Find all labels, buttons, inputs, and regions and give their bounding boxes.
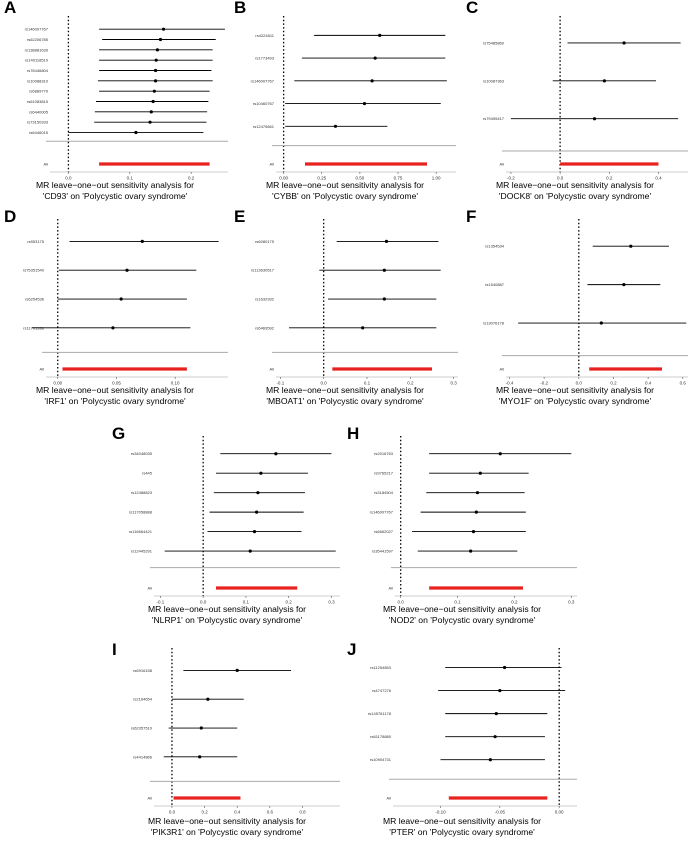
estimate-point	[603, 79, 606, 82]
forest-plot	[230, 205, 460, 385]
panel-letter: J	[347, 640, 357, 659]
estimate-point	[371, 79, 374, 82]
caption-line-2: 'PIK3R1' on 'Polycystic ovary syndrome'	[150, 826, 304, 837]
panel-i	[112, 632, 342, 841]
x-tick-label: 0.3	[328, 599, 335, 605]
forest-plot	[0, 0, 230, 180]
estimate-point	[152, 100, 155, 103]
x-tick-label: 0.00	[53, 380, 63, 386]
panel-letter: A	[4, 0, 17, 17]
estimate-point	[256, 491, 259, 494]
x-tick-label: 0.0	[65, 175, 72, 181]
forest-plot	[345, 420, 579, 604]
snp-label: rs3184504	[374, 490, 393, 496]
snp-label: rs10088310	[26, 78, 48, 84]
estimate-point	[383, 297, 386, 300]
panel-e	[230, 205, 460, 410]
estimate-point	[334, 125, 337, 128]
estimate-point	[111, 326, 114, 329]
estimate-point	[479, 472, 482, 475]
estimate-point	[385, 240, 388, 243]
x-tick-label: 0.3	[568, 599, 575, 605]
forest-plot	[230, 0, 460, 180]
estimate-point	[383, 269, 386, 272]
estimate-point	[629, 245, 632, 248]
caption-line-2: 'CD93' on 'Polycystic ovary syndrome'	[42, 190, 188, 201]
snp-label: rs6446015	[29, 130, 48, 136]
panel-j	[345, 632, 579, 841]
estimate-point	[154, 69, 157, 72]
x-tick-label: 0.2	[201, 809, 208, 815]
x-tick-label: 0.2	[407, 380, 414, 386]
estimate-point	[200, 726, 203, 729]
x-tick-label: 0.50	[355, 175, 365, 181]
caption-line-2: 'MYO1F' on 'Polycystic ovary syndrome'	[498, 395, 652, 406]
estimate-point	[503, 666, 506, 669]
x-tick-label: 0.0	[397, 599, 404, 605]
snp-label: rs116664421	[128, 529, 152, 535]
caption-line-1: MR leave−one−out sensitivity analysis for	[147, 816, 307, 826]
snp-label: rs2016763	[374, 451, 393, 457]
estimate-point	[374, 57, 377, 60]
caption-line-2: 'NLRP1' on 'Polycystic ovary syndrome'	[151, 614, 303, 625]
all-label: All	[499, 366, 504, 372]
all-label: All	[147, 795, 152, 801]
caption-line-2: 'DOCK8' on 'Polycystic ovary syndrome'	[498, 190, 652, 201]
forest-plot	[112, 632, 342, 816]
snp-label: rs140118519	[24, 57, 48, 63]
snp-label: rs61083815	[26, 99, 48, 105]
all-label: All	[147, 585, 152, 591]
x-tick-label: 1.00	[431, 175, 441, 181]
x-tick-label: 0.1	[126, 175, 133, 181]
snp-label: rs34048035	[130, 451, 152, 457]
x-tick-label: 0.0	[200, 599, 207, 605]
x-tick-label: 0.2	[606, 175, 613, 181]
panel-caption	[345, 604, 579, 625]
estimate-point	[150, 110, 153, 113]
snp-label: rs78446804	[26, 68, 48, 74]
estimate-point	[153, 90, 156, 93]
snp-label: rs75485860	[482, 40, 504, 46]
estimate-point	[378, 34, 381, 37]
snp-label: rs1632932	[255, 296, 274, 302]
estimate-point	[125, 269, 128, 272]
panel-d	[0, 205, 230, 410]
estimate-point	[489, 758, 492, 761]
panel-caption	[112, 604, 342, 625]
estimate-point	[249, 549, 252, 552]
forest-plot	[460, 0, 690, 180]
x-tick-label: 0.4	[645, 380, 652, 386]
all-label: All	[269, 366, 274, 372]
snp-label: rs146007767	[250, 78, 274, 84]
estimate-point	[134, 131, 137, 134]
snp-label: rs146007767	[24, 26, 48, 32]
caption-line-1: MR leave−one−out sensitivity analysis for	[265, 385, 425, 395]
forest-plot	[112, 420, 342, 604]
panel-caption	[230, 180, 460, 201]
forest-plot	[0, 205, 230, 385]
estimate-point	[162, 28, 165, 31]
estimate-point	[475, 511, 478, 514]
snp-label: rs113630517	[250, 267, 274, 273]
estimate-point	[206, 698, 209, 701]
estimate-point	[361, 326, 364, 329]
caption-line-1: MR leave−one−out sensitivity analysis for	[382, 816, 542, 826]
panel-caption	[460, 385, 690, 406]
panel-caption	[230, 385, 460, 406]
x-tick-label: 0.0	[320, 380, 327, 386]
x-tick-label: 0.1	[242, 599, 250, 605]
x-tick-label: 0.4	[655, 175, 662, 181]
snp-label: rs6662027	[374, 529, 393, 535]
x-tick-label: 0.10	[170, 380, 180, 386]
x-tick-label: -0.10	[435, 809, 446, 815]
estimate-point	[476, 491, 479, 494]
x-tick-label: 0.2	[610, 380, 617, 386]
panel-caption	[0, 385, 230, 406]
x-tick-label: 0.2	[511, 599, 518, 605]
caption-line-1: MR leave−one−out sensitivity analysis for	[265, 180, 425, 190]
x-tick-label: 0.2	[285, 599, 292, 605]
snp-label: rs35441597	[371, 548, 393, 554]
snp-label: rs138881639	[24, 47, 48, 53]
forest-plot	[460, 205, 690, 385]
snp-label: rs11254853	[370, 665, 391, 671]
snp-label: rs62357510	[130, 725, 152, 731]
panel-letter: I	[112, 640, 117, 659]
estimate-point	[154, 79, 157, 82]
panel-h	[345, 420, 579, 630]
x-tick-label: 0.6	[679, 380, 686, 386]
snp-label: rs13076178	[482, 320, 504, 326]
caption-line-2: 'PTER' on 'Polycystic ovary syndrome'	[389, 826, 535, 837]
panel-letter: F	[466, 207, 477, 226]
x-tick-label: 0.1	[363, 380, 371, 386]
estimate-point	[593, 117, 596, 120]
estimate-point	[120, 297, 123, 300]
x-tick-label: -0.1	[276, 380, 285, 386]
x-tick-label: -0.1	[156, 599, 165, 605]
estimate-point	[274, 452, 277, 455]
snp-label: rs117058888	[128, 509, 152, 515]
snp-label: rs62206785	[26, 37, 48, 43]
x-tick-label: 0.00	[279, 175, 289, 181]
snp-label: rs1540887	[485, 282, 504, 288]
caption-line-1: MR leave−one−out sensitivity analysis for	[35, 180, 195, 190]
x-tick-label: 0.0	[556, 175, 564, 181]
estimate-point	[469, 549, 472, 552]
x-tick-label: 0.6	[266, 809, 273, 815]
estimate-point	[236, 669, 239, 672]
panel-letter: B	[234, 0, 247, 17]
snp-label: rs6916158	[133, 667, 152, 673]
estimate-point	[255, 511, 258, 514]
estimate-point	[259, 472, 262, 475]
caption-line-1: MR leave−one−out sensitivity analysis for	[35, 385, 195, 395]
panel-caption	[345, 816, 579, 837]
snp-label: rs6469592	[255, 325, 274, 331]
snp-label: rs1354534	[485, 243, 504, 249]
estimate-point	[363, 102, 366, 105]
panel-f	[460, 205, 690, 410]
snp-label: rs75351540	[22, 267, 44, 273]
snp-label: rs1773493	[255, 55, 274, 61]
snp-label: rs10087363	[482, 78, 504, 84]
panel-a	[0, 0, 230, 205]
all-label: All	[386, 795, 391, 801]
x-tick-label: -0.05	[494, 809, 505, 815]
snp-label: rs10904731	[369, 757, 391, 763]
snp-label: rs12445291	[130, 548, 152, 554]
panel-letter: C	[466, 0, 479, 17]
estimate-point	[600, 321, 603, 324]
estimate-point	[472, 530, 475, 533]
x-tick-label: 0.3	[450, 380, 457, 386]
snp-label: rs146007767	[369, 509, 393, 515]
panel-caption	[112, 816, 342, 837]
snp-label: rs4224811	[255, 32, 274, 38]
estimate-point	[622, 41, 625, 44]
x-tick-label: 0.1	[454, 599, 461, 605]
snp-label: rs445	[141, 470, 152, 476]
all-label: All	[499, 161, 504, 167]
estimate-point	[156, 48, 159, 51]
snp-label: rs11701286	[23, 325, 44, 331]
x-tick-label: 0.25	[317, 175, 327, 181]
x-tick-label: 0.2	[188, 175, 195, 181]
estimate-point	[493, 735, 496, 738]
estimate-point	[159, 38, 162, 41]
estimate-point	[498, 689, 501, 692]
panel-caption	[460, 180, 690, 201]
x-tick-label: -0.2	[507, 175, 515, 181]
snp-label: rs6080175	[255, 238, 274, 244]
panel-b	[230, 0, 460, 205]
panel-caption	[0, 180, 230, 201]
all-label: All	[269, 161, 274, 167]
snp-label: rs6254536	[25, 296, 44, 302]
panel-c	[460, 0, 690, 205]
panel-letter: G	[112, 424, 126, 443]
x-tick-label: 0.4	[234, 809, 241, 815]
snp-label: rs12488823	[130, 490, 152, 496]
caption-line-2: 'MBOAT1' on 'Polycystic ovary syndrome'	[266, 395, 424, 406]
estimate-point	[499, 452, 502, 455]
caption-line-2: 'NOD2' on 'Polycystic ovary syndrome'	[388, 614, 536, 625]
all-label: All	[39, 366, 44, 372]
x-tick-label: 0.00	[554, 809, 564, 815]
snp-label: rs73150333	[26, 119, 48, 125]
caption-line-2: 'IRF1' on 'Polycystic ovary syndrome'	[44, 395, 186, 406]
snp-label: rs2164654	[133, 696, 152, 702]
snp-label: rs79495417	[482, 116, 504, 122]
caption-line-1: MR leave−one−out sensitivity analysis for	[382, 604, 542, 614]
all-label: All	[388, 585, 393, 591]
caption-line-1: MR leave−one−out sensitivity analysis for	[495, 180, 655, 190]
snp-label: rs12475661	[252, 123, 274, 129]
snp-label: rs953175	[27, 238, 44, 244]
snp-label: rs61178880	[370, 734, 391, 740]
x-tick-label: 0.75	[393, 175, 403, 181]
estimate-point	[141, 240, 144, 243]
snp-label: rs9765217	[374, 470, 393, 476]
caption-line-1: MR leave−one−out sensitivity analysis for	[495, 385, 655, 395]
estimate-point	[148, 121, 151, 124]
panel-g	[112, 420, 342, 630]
panel-letter: E	[234, 207, 246, 226]
snp-label: rs6889779	[29, 88, 48, 94]
x-tick-label: 0.0	[575, 380, 582, 386]
panel-letter: D	[4, 207, 17, 226]
estimate-point	[198, 755, 201, 758]
all-label: All	[43, 161, 48, 167]
estimate-point	[495, 712, 498, 715]
x-tick-label: -0.2	[540, 380, 549, 386]
estimate-point	[622, 283, 625, 286]
x-tick-label: 0.0	[168, 809, 176, 815]
x-tick-label: 0.05	[112, 380, 121, 386]
panel-letter: H	[347, 424, 360, 443]
snp-label: rs145761178	[367, 711, 391, 717]
caption-line-2: 'CYBB' on 'Polycystic ovary syndrome'	[271, 190, 419, 201]
snp-label: rs6440005	[29, 109, 48, 115]
forest-plot	[345, 632, 579, 816]
estimate-point	[155, 59, 158, 62]
x-tick-label: -0.4	[505, 380, 514, 386]
snp-label: rs4414866	[133, 754, 152, 760]
caption-line-1: MR leave−one−out sensitivity analysis for	[147, 604, 307, 614]
estimate-point	[253, 530, 256, 533]
snp-label: rs10460767	[252, 101, 274, 107]
x-tick-label: 0.8	[299, 809, 306, 815]
snp-label: rs4747276	[372, 688, 391, 694]
